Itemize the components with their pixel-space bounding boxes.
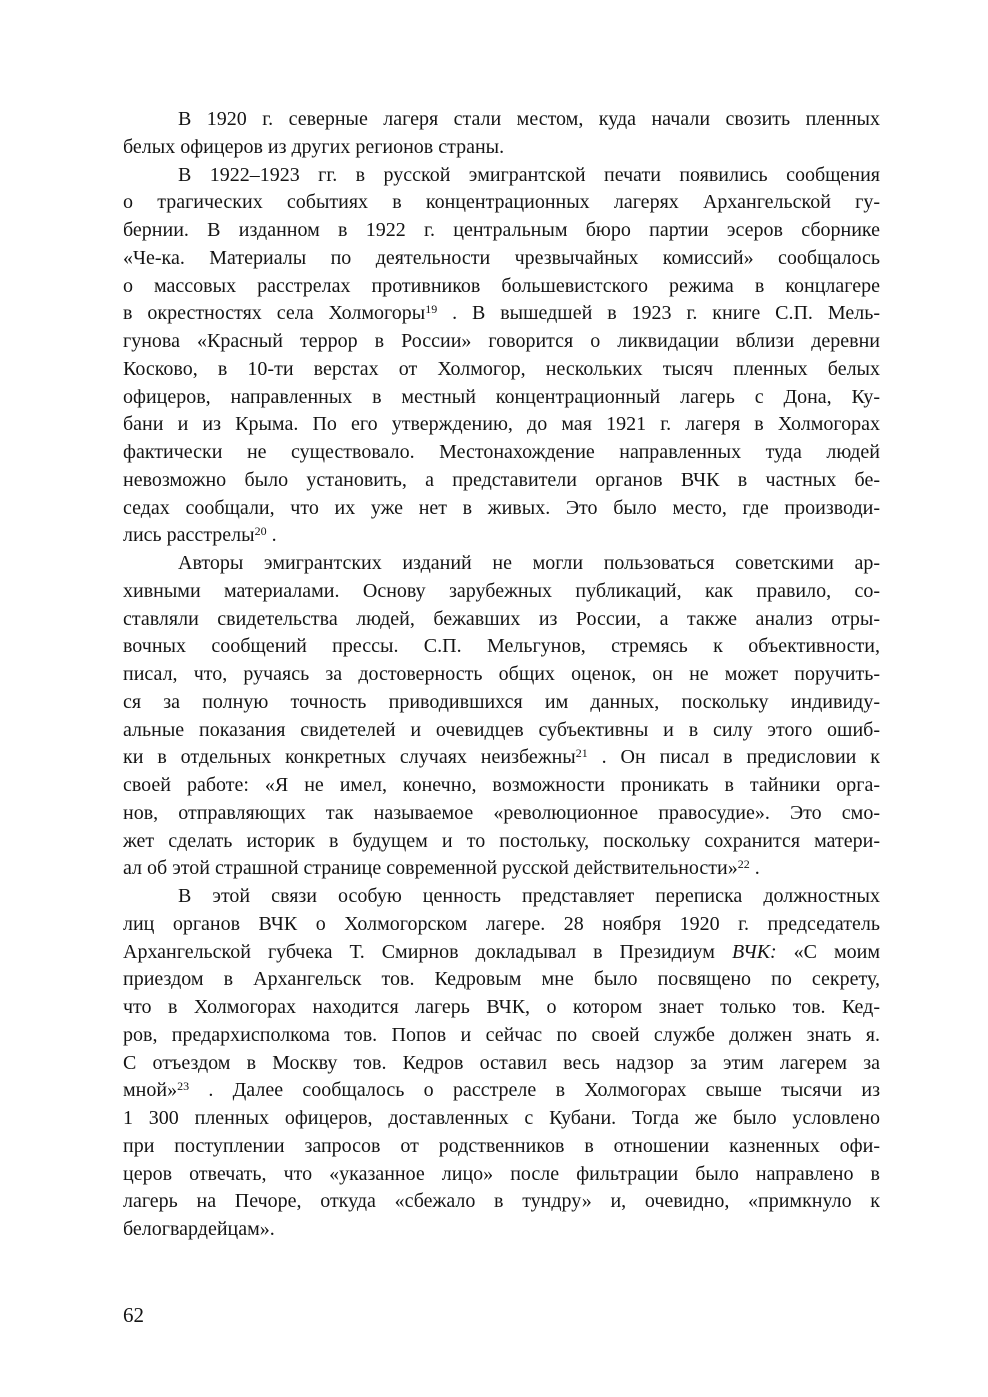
text-block <box>123 106 880 1244</box>
text-line: В 1922–1923 гг. в русской эмигрантской печати появились сообщения <box>178 163 880 186</box>
text-line: белогвардейцам». <box>123 1218 275 1240</box>
text-line: хивными материалами. Основу зарубежных публикаций, как правило, со- <box>123 579 880 602</box>
text-line: при поступлении запросов от родственников в отношении казненных офи- <box>123 1134 880 1157</box>
text-line: мной»$^{23}$ . Далее сообщалось о расстреле в Холмогорах свыше тысячи из <box>123 1078 880 1102</box>
text-line: лиц органов ВЧК о Холмогорском лагере. 28 ноября 1920 г. председатель <box>123 912 880 935</box>
paragraph <box>123 162 880 551</box>
text-line: седах сообщали, что их уже нет в живых. Это было место, где производи- <box>123 496 880 519</box>
text-line: ал об этой страшной странице современной русской действительности»$^{22}$ . <box>123 856 760 880</box>
text-line: что в Холмогорах находится лагерь ВЧК, о котором знает только тов. Кед- <box>123 996 880 1018</box>
text-line: писал, что, ручаясь за достоверность общих оценок, он не может поручить- <box>123 663 880 685</box>
paragraph <box>123 883 880 1244</box>
text-line: белых офицеров из других регионов страны. <box>123 135 505 158</box>
text-line: о трагических событиях в концентрационных лагерях Архангельской гу- <box>123 191 880 214</box>
text-line: о массовых расстрелах противников большевистского режима в концлагере <box>123 274 880 297</box>
text-line: бернии. В изданном в 1922 г. центральным бюро партии эсеров сборнике <box>123 219 880 241</box>
text-line: ки в отдельных конкретных случаях неизбежны$^{21}$ . Он писал в предисловии к <box>123 745 880 769</box>
text-line: бани и из Крыма. По его утверждению, до мая 1921 г. лагеря в Холмогорах <box>123 413 880 436</box>
text-line: вочных сообщений прессы. С.П. Мельгунов, стремясь к объективности, <box>123 635 880 658</box>
footnote-ref: 20 <box>254 523 267 538</box>
text-line: Косково, в 10-ти верстах от Холмогор, нескольких тысяч пленных белых <box>123 357 880 380</box>
text-line: нов, отправляющих так называемое «революционное правосудие». Это смо- <box>123 801 880 824</box>
text-line: ставляли свидетельства людей, бежавших из России, а также анализ отры- <box>123 607 880 630</box>
text-line: лись расстрелы$^{20}$ . <box>123 523 277 547</box>
paragraph <box>123 550 880 883</box>
italic-text: ВЧК: <box>731 940 777 963</box>
text-line: в окрестностях села Холмогоры$^{19}$ . В вышедшей в 1923 г. книге С.П. Мель- <box>123 301 880 325</box>
text-line: приездом в Архангельск тов. Кедровым мне было посвящено по секрету, <box>123 968 880 991</box>
text-line: невозможно было установить, а представители органов ВЧК в частных бе- <box>123 468 880 491</box>
footnote-ref: 21 <box>575 745 588 760</box>
text-line: ров, предархисполкома тов. Попов и сейчас по своей службе должен знать я. <box>123 1023 880 1046</box>
text-line: альные показания свидетелей и очевидцев субъективны и в силу этого ошиб- <box>123 718 880 741</box>
footnote-ref: 23 <box>177 1078 190 1093</box>
text-line: В этой связи особую ценность представляет переписка должностных <box>178 885 880 907</box>
footnote-ref: 22 <box>737 856 750 871</box>
text-line: жет сделать историк в будущем и то постольку, поскольку сохранится матери- <box>123 829 880 852</box>
text-line: лагерь на Печоре, откуда «сбежало в тундру» и, очевидно, «примкнуло к <box>123 1190 880 1213</box>
text-line: ся за полную точность приводившихся им данных, поскольку индивиду- <box>123 690 880 713</box>
footnote-ref: 19 <box>425 301 438 316</box>
text-line: «Че-ка. Материалы по деятельности чрезвычайных комиссий» сообщалось <box>123 246 880 269</box>
text-line: фактически не существовало. Местонахождение направленных туда людей <box>123 441 880 463</box>
text-line: церов отвечать, что «указанное лицо» после фильтрации было направлено в <box>123 1162 880 1185</box>
text-line: гунова «Красный террор в России» говорится о ликвидации вблизи деревни <box>123 330 880 352</box>
text-line: С отъездом в Москву тов. Кедров оставил весь надзор за этим лагерем за <box>123 1051 880 1074</box>
text-line: своей работе: «Я не имел, конечно, возможности проникать в тайники орга- <box>123 774 880 796</box>
text-line: 1 300 пленных офицеров, доставленных с Кубани. Тогда же было условлено <box>123 1107 880 1129</box>
text-line: Архангельской губчека Т. Смирнов докладывал в Президиум ВЧК: «С моим <box>123 940 881 963</box>
page-number: 62 <box>123 1303 144 1327</box>
text-line: В 1920 г. северные лагеря стали местом, куда начали свозить пленных <box>178 108 880 130</box>
text-line: офицеров, направленных в местный концентрационный лагерь с Дона, Ку- <box>123 385 880 408</box>
text-line: Авторы эмигрантских изданий не могли пользоваться советскими ар- <box>178 552 880 574</box>
paragraph <box>123 106 880 162</box>
